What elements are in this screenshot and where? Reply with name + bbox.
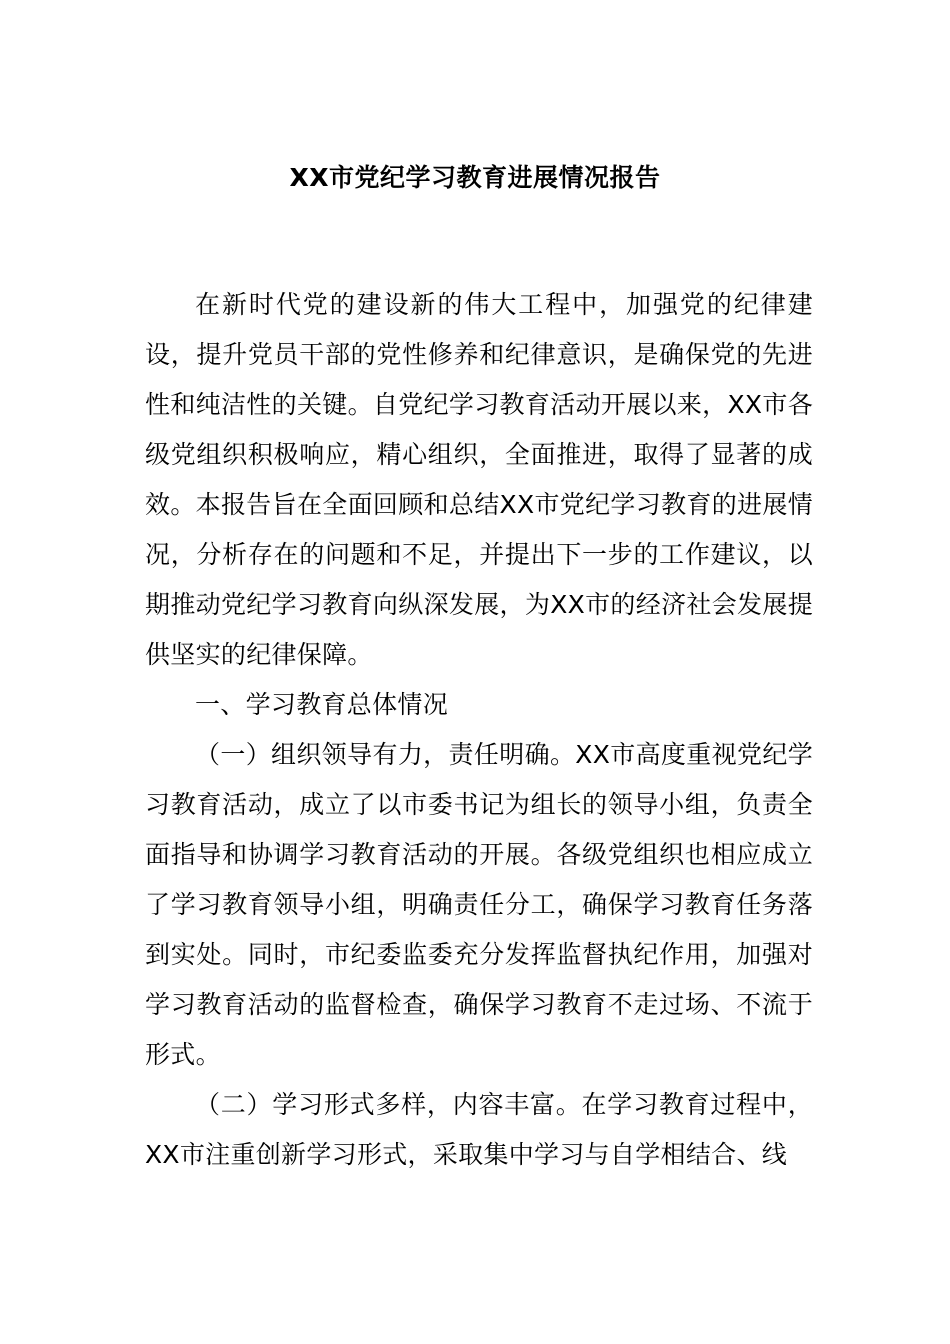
section-heading-overall: 一、学习教育总体情况 [195, 690, 449, 719]
document-body [145, 280, 813, 1180]
paragraph-organization-leadership: （一）组织领导有力，责任明确。XX市高度重视党纪学习教育活动，成立了以市委书记为组长的领导小组，负责全面指导和协调学习教育活动的开展。各级党组织也相应成立了学习教育领导小组，明确责任分工，确保学习教育任务落到实处。同时，市纪委监委充分发挥监督执纪作用，加强对学习教育活动的监督检查，确保学习教育不走过场、不流于形式。 [145, 740, 813, 1069]
document-title: XX市党纪学习教育进展情况报告 [289, 163, 661, 192]
intro-paragraph: 在新时代党的建设新的伟大工程中，加强党的纪律建设，提升党员干部的党性修养和纪律意识，是确保党的先进性和纯洁性的关键。自党纪学习教育活动开展以来，XX市各级党组织积极响应，精心组织，全面推进，取得了显著的成效。本报告旨在全面回顾和总结XX市党纪学习教育的进展情况，分析存在的问题和不足，并提出下一步的工作建议，以期推动党纪学习教育向纵深发展，为XX市的经济社会发展提供坚实的纪律保障。 [145, 290, 813, 669]
paragraph-learning-forms: （二）学习形式多样，内容丰富。在学习教育过程中，XX市注重创新学习形式，采取集中学习与自学相结合、线 [145, 1090, 813, 1169]
